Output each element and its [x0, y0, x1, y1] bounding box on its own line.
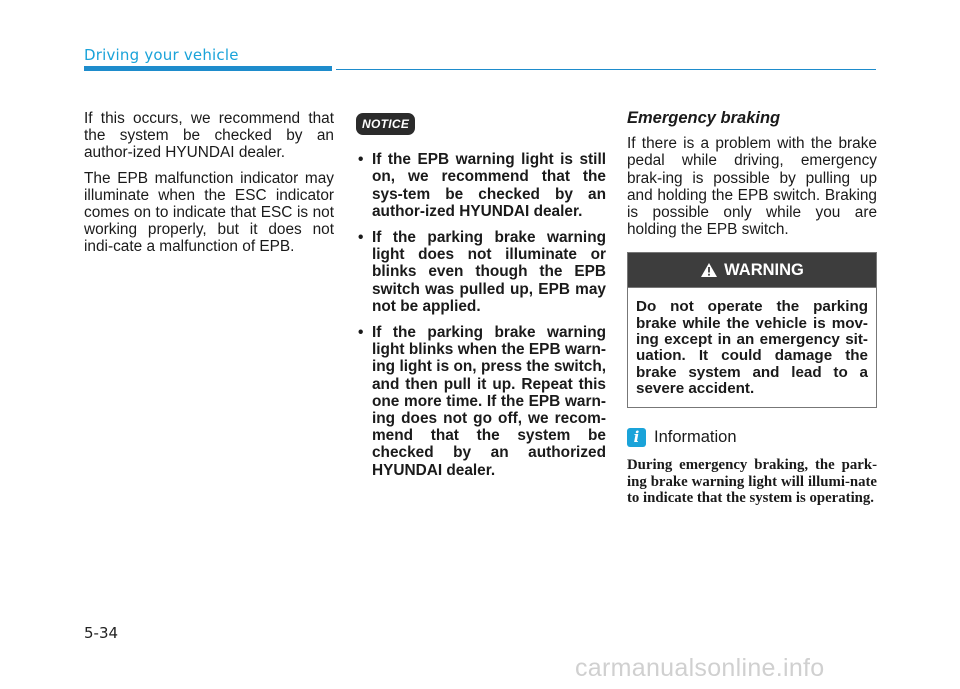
column-right	[627, 110, 877, 506]
notice-list	[356, 151, 606, 479]
watermark: carmanualsonline.info	[575, 654, 825, 682]
header-rule-thick	[84, 66, 332, 71]
warning-text: Do not operate the parking brake while the vehicle is mov-ing except in an emergency sit-uation. It could damage the brake system and lead to a severe accident.	[636, 298, 868, 397]
paragraph: The EPB malfunction indicator may illuminate when the ESC indicator comes on to indicate that ESC is not working properly, but it does not indi-cate a malfunction of EPB.	[84, 169, 334, 256]
notice-badge: NOTICE	[356, 113, 415, 135]
list-item: • If the EPB warning light is still on, we recommend that the sys-tem be checked by an author-ized HYUNDAI dealer.	[356, 151, 606, 220]
header-rule-thin	[336, 69, 876, 70]
information-icon: i	[627, 428, 646, 447]
information-title: Information	[654, 428, 737, 447]
warning-header	[628, 253, 876, 288]
section-title: Driving your vehicle	[84, 46, 239, 64]
page-number: 5-34	[84, 624, 119, 642]
subsection-heading: Emergency braking	[627, 109, 781, 127]
paragraph: If there is a problem with the brake pedal while driving, emergency brak-ing is possible by pulling up and holding the EPB switch. Braking is possible only while you are holding the EPB switch.	[627, 135, 877, 239]
column-middle	[356, 113, 606, 488]
information-header	[627, 428, 877, 447]
list-item: • If the parking brake warning light blinks when the EPB warn-ing light is on, press the switch, and then pull it up. Repeat this one more time. If the EPB warn-ing does not go off, we recom-mend that the system be checked by an authorized HYUNDAI dealer.	[356, 324, 606, 479]
warning-box	[627, 252, 877, 408]
paragraph: If this occurs, we recommend that the system be checked by an author-ized HYUNDAI dealer.	[84, 110, 334, 162]
warning-label: WARNING	[724, 260, 804, 279]
list-item: • If the parking brake warning light does not illuminate or blinks even though the EPB switch was pulled up, EPB may not be applied.	[356, 229, 606, 315]
warning-triangle-icon	[700, 262, 718, 278]
information-text: During emergency braking, the park-ing brake warning light will illumi-nate to indicate that the system is operating.	[627, 457, 877, 507]
column-left	[84, 110, 334, 264]
